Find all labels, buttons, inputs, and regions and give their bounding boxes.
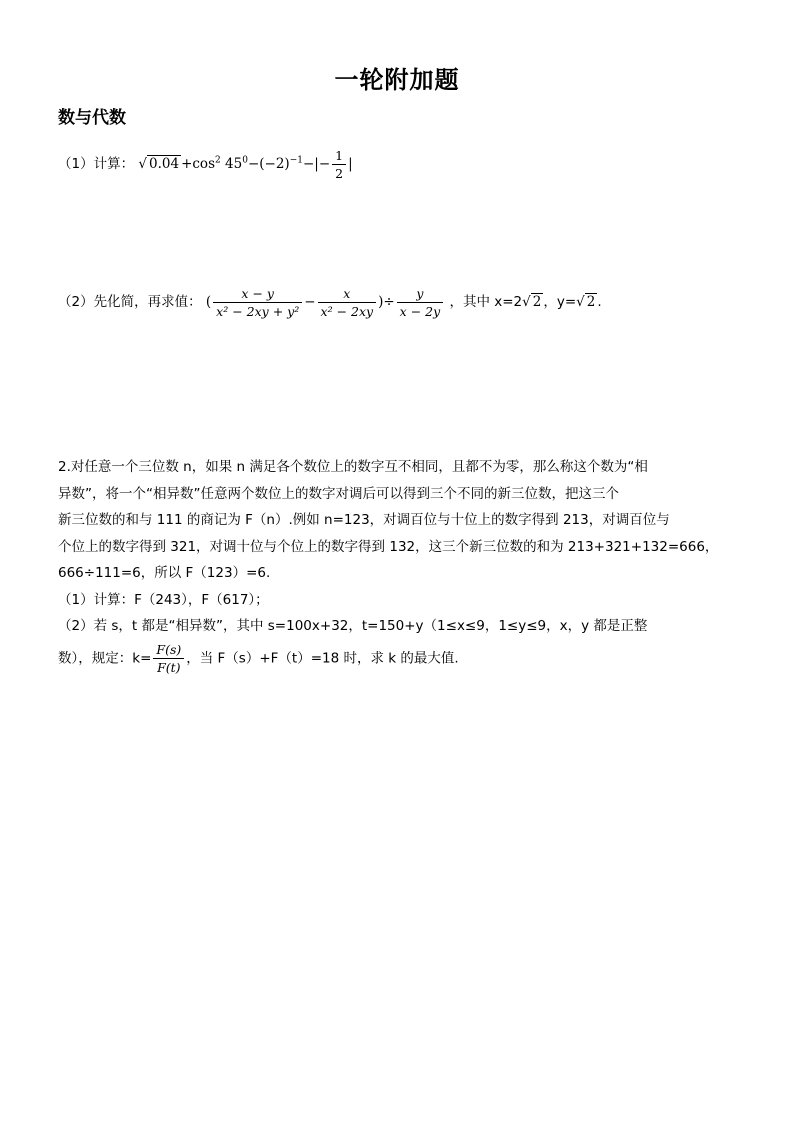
question-1 bbox=[58, 148, 353, 181]
sub-question-1: （1）计算：F（243），F（617）； bbox=[58, 591, 269, 608]
sub-question-2-line-2: 数），规定：k= $\frac{F(s)}{F(t)}$ ，当 F（s）+F（t）=18 时，求 k 的最大值. bbox=[58, 642, 459, 675]
problem-2-line: 666÷111=6，所以 F（123）=6. bbox=[58, 565, 271, 581]
problem-2-line: 新三位数的和与 111 的商记为 F（n）.例如 n=123，对调百位与十位上的数字得到 213，对调百位与 bbox=[58, 512, 670, 528]
question-1-label: （1）计算： bbox=[58, 156, 135, 172]
fraction-1: $\frac{x - y}{\text{x² − 2xy + y²}}$ bbox=[213, 286, 302, 319]
problem-2-text bbox=[58, 454, 748, 640]
problem-2-line: 个位上的数字得到 321，对调十位与个位上的数字得到 132，这三个新三位数的和为 213+321+132=666， bbox=[58, 538, 719, 555]
fraction-3: $\frac{y}{x - 2y}$ bbox=[397, 286, 444, 319]
fraction-2: $\frac{x}{\text{x² − 2xy}}$ bbox=[318, 286, 377, 319]
question-2: （2）先化简，再求值： ( $\frac{x - y}{\text{x² − 2xy + y²}}$ − $\frac{x}{\text{x² − 2xy}}$ )÷ $\frac{y}{x - 2y}$ ，其中 x=2√ 2 ，y=√ 2 . bbox=[58, 286, 602, 319]
problem-2-line: 2.对任意一个三位数 n，如果 n 满足各个数位上的数字互不相同，且都不为零，那么称这个数为“相 bbox=[58, 459, 648, 475]
sqrt-2-x: √ 2 bbox=[522, 294, 542, 310]
page-title: 一轮附加题 bbox=[334, 66, 460, 94]
question-1-expression: √ $0.04 +\cos^2$ $45^0-(-2)^{-1}-|-$ $\frac{1}{2}$ | bbox=[138, 148, 353, 181]
section-heading: 数与代数 bbox=[58, 108, 126, 128]
problem-2-line: 异数”，将一个“相异数”任意两个数位上的数字对调后可以得到三个不同的新三位数，把这三个 bbox=[58, 485, 619, 502]
fraction-k: $\frac{F(s)}{F(t)}$ bbox=[153, 642, 184, 675]
fraction-half: $\frac{1}{2}$ bbox=[332, 148, 346, 181]
sqrt-expression: √ 0.04 bbox=[138, 156, 180, 172]
question-2-expression: ( $\frac{x - y}{\text{x² − 2xy + y²}}$ − $\frac{x}{\text{x² − 2xy}}$ )÷ $\frac{y}{x - 2y}$ bbox=[206, 294, 450, 310]
question-2-label: （2）先化简，再求值： bbox=[58, 294, 202, 310]
sqrt-2-y: √ 2 bbox=[576, 294, 596, 310]
sub-question-2-line-1: （2）若 s，t 都是“相异数”，其中 s=100x+32，t=150+y（1≤x≤9，1≤y≤9，x，y 都是正整 bbox=[58, 618, 648, 634]
